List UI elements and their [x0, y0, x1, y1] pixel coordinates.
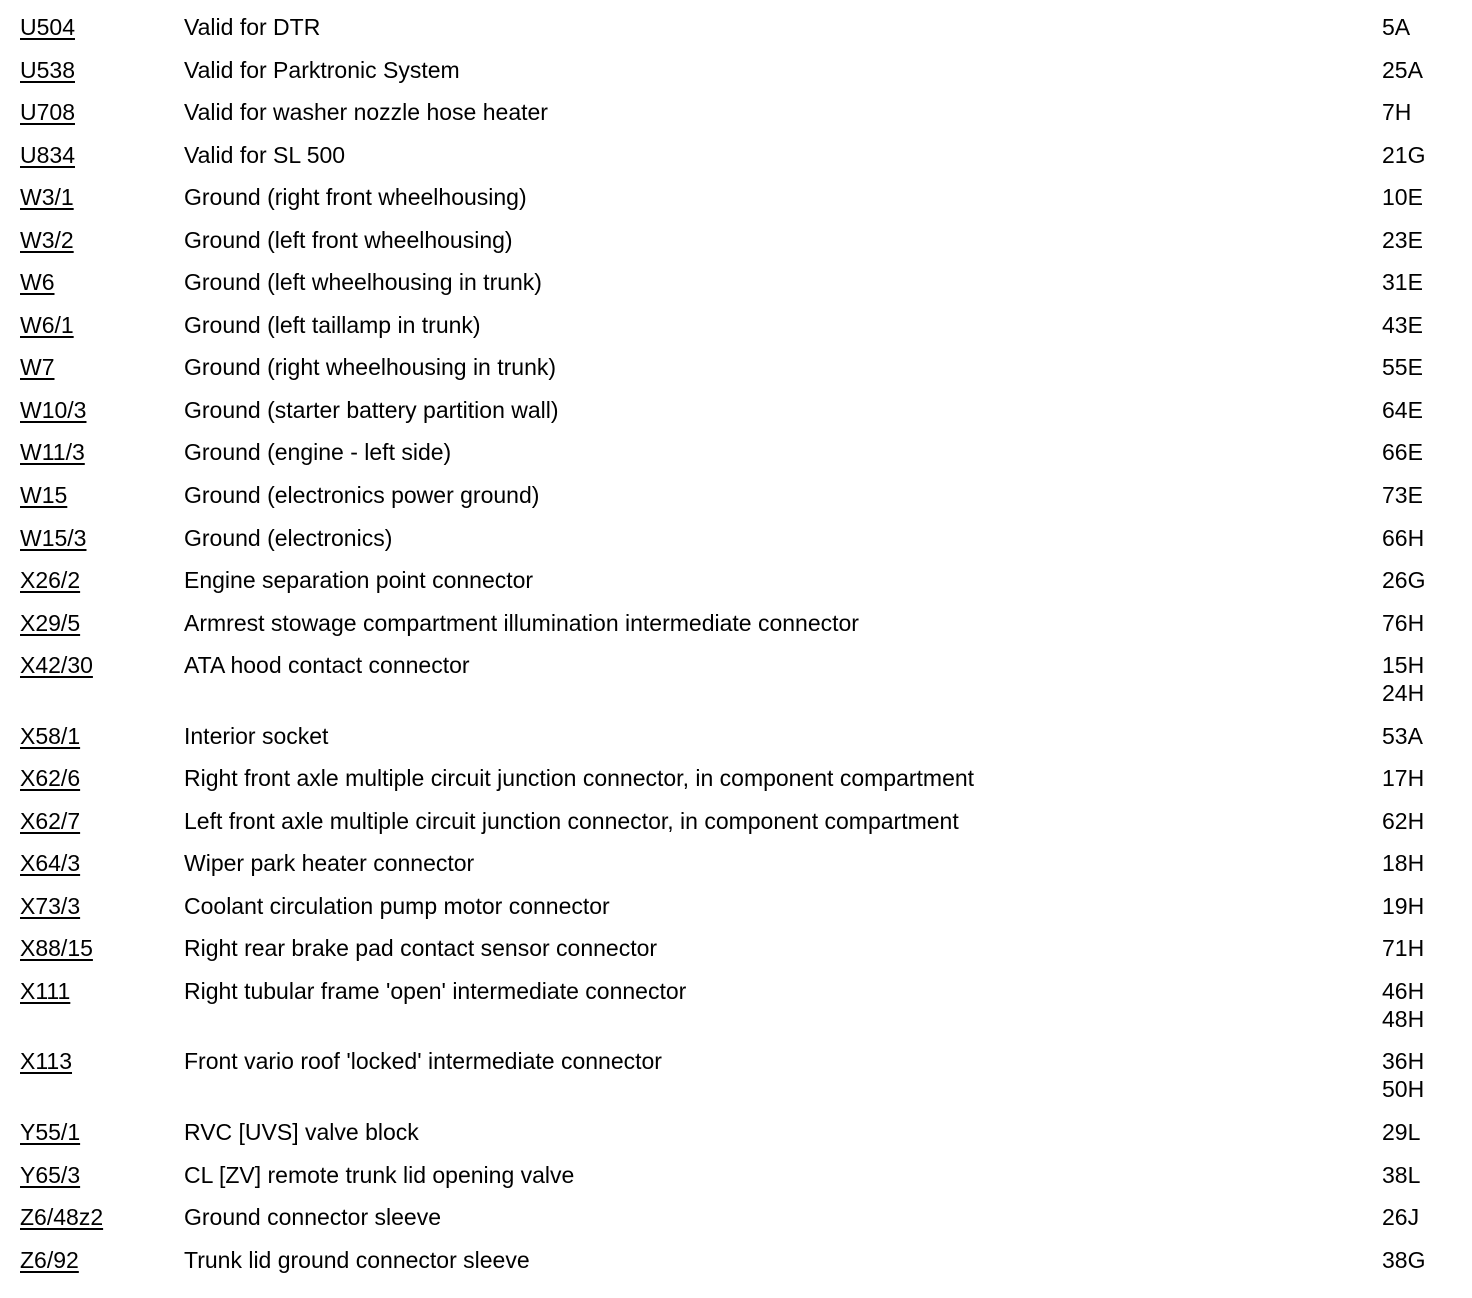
grid-location: 46H [1382, 977, 1425, 1004]
component-description: Ground (right wheelhousing in trunk) [184, 354, 557, 381]
grid-location: 17H [1382, 765, 1425, 792]
grid-locations [1382, 1203, 1419, 1231]
component-description: Ground (left front wheelhousing) [184, 226, 513, 253]
legend-row [20, 1246, 1440, 1289]
grid-locations [1382, 353, 1423, 381]
grid-locations [1382, 524, 1424, 552]
grid-location: 15H [1382, 652, 1425, 679]
grid-locations [1382, 141, 1425, 169]
grid-location: 36H [1382, 1048, 1425, 1075]
component-description: Ground (left wheelhousing in trunk) [184, 269, 542, 296]
grid-locations [1382, 396, 1423, 424]
grid-location: 76H [1382, 609, 1425, 636]
component-description: Left front axle multiple circuit junction connector, in component compartment [184, 807, 959, 834]
component-code-link[interactable]: W3/1 [20, 184, 74, 211]
component-description: Engine separation point connector [184, 567, 534, 594]
legend-row [20, 226, 1440, 269]
grid-locations [1382, 481, 1423, 509]
grid-location: 24H [1382, 680, 1425, 707]
component-description: Valid for SL 500 [184, 141, 346, 168]
component-code-link[interactable]: X113 [20, 1048, 73, 1075]
grid-location: 23E [1382, 226, 1423, 253]
legend-row [20, 183, 1440, 226]
component-code-link[interactable]: W3/2 [20, 226, 74, 253]
grid-locations [1382, 1118, 1420, 1146]
component-description: ATA hood contact connector [184, 652, 470, 679]
grid-location: 5A [1382, 14, 1411, 40]
grid-location: 73E [1382, 482, 1423, 509]
grid-location: 53A [1382, 722, 1423, 749]
component-code-link[interactable]: X62/6 [20, 765, 81, 792]
component-description: Right front axle multiple circuit junction connector, in component compartment [184, 765, 975, 792]
grid-locations [1382, 651, 1424, 707]
component-code-link[interactable]: U708 [20, 99, 75, 126]
component-code-link[interactable]: X58/1 [20, 722, 81, 749]
grid-locations [1382, 1161, 1420, 1189]
component-description: Ground (left taillamp in trunk) [184, 311, 481, 338]
grid-locations [1382, 934, 1424, 962]
grid-locations [1382, 764, 1424, 792]
grid-location: 31E [1382, 269, 1423, 296]
component-code-link[interactable]: X88/15 [20, 935, 93, 962]
grid-locations [1382, 849, 1424, 877]
component-description: Interior socket [184, 722, 329, 749]
component-description: Ground (engine - left side) [184, 439, 452, 466]
legend-row [20, 566, 1440, 609]
legend-row [20, 438, 1440, 481]
legend-row [20, 524, 1440, 567]
grid-location: 55E [1382, 354, 1423, 381]
grid-location: 29L [1382, 1118, 1421, 1145]
component-code-link[interactable]: Y55/1 [20, 1118, 81, 1145]
grid-locations [1382, 13, 1410, 41]
component-code-link[interactable]: W7 [20, 354, 55, 381]
grid-location: 19H [1382, 892, 1425, 919]
grid-locations [1382, 311, 1423, 339]
grid-locations [1382, 977, 1424, 1033]
component-description: Trunk lid ground connector sleeve [184, 1246, 530, 1273]
grid-location: 7H [1382, 99, 1412, 126]
grid-locations [1382, 183, 1423, 211]
grid-location: 62H [1382, 807, 1425, 834]
grid-locations [1382, 566, 1425, 594]
legend-row [20, 934, 1440, 977]
grid-locations [1382, 892, 1424, 920]
component-legend [20, 13, 1440, 1288]
component-description: Front vario roof 'locked' intermediate connector [184, 1048, 662, 1075]
legend-row [20, 481, 1440, 524]
grid-locations [1382, 1246, 1425, 1274]
legend-row [20, 609, 1440, 652]
component-code-link[interactable]: X62/7 [20, 807, 81, 834]
legend-row [20, 722, 1440, 765]
component-description: Valid for DTR [184, 14, 321, 40]
grid-locations [1382, 722, 1423, 750]
legend-row [20, 1161, 1440, 1204]
component-description: Coolant circulation pump motor connector [184, 892, 610, 919]
grid-locations [1382, 438, 1423, 466]
component-description: CL [ZV] remote trunk lid opening valve [184, 1161, 575, 1188]
grid-locations [1382, 226, 1423, 254]
component-description: Valid for Parktronic System [184, 56, 460, 83]
component-code-link[interactable]: X42/30 [20, 652, 93, 679]
component-code-link[interactable]: Z6/92 [20, 1246, 79, 1273]
legend-row [20, 651, 1440, 722]
grid-location: 21G [1382, 141, 1426, 168]
legend-row [20, 764, 1440, 807]
component-code-link[interactable]: W15 [20, 482, 68, 509]
grid-location: 50H [1382, 1076, 1425, 1103]
component-code-link[interactable]: W10/3 [20, 396, 87, 423]
component-code-link[interactable]: X26/2 [20, 567, 81, 594]
component-description: Right tubular frame 'open' intermediate connector [184, 977, 687, 1004]
component-code-link[interactable]: U834 [20, 141, 75, 168]
grid-location: 66H [1382, 524, 1425, 551]
grid-location: 48H [1382, 1005, 1425, 1032]
component-description: Wiper park heater connector [184, 850, 475, 877]
grid-locations [1382, 56, 1423, 84]
component-description: Armrest stowage compartment illumination intermediate connector [184, 609, 859, 636]
grid-location: 66E [1382, 439, 1423, 466]
component-description: Ground (right front wheelhousing) [184, 184, 527, 211]
grid-locations [1382, 609, 1424, 637]
component-code-link[interactable]: U538 [20, 56, 75, 83]
legend-row [20, 268, 1440, 311]
legend-row [20, 807, 1440, 850]
legend-row [20, 311, 1440, 354]
legend-row [20, 141, 1440, 184]
component-description: Right rear brake pad contact sensor connector [184, 935, 658, 962]
grid-location: 38L [1382, 1161, 1421, 1188]
legend-row [20, 849, 1440, 892]
legend-row [20, 977, 1440, 1048]
grid-location: 64E [1382, 396, 1423, 423]
component-description: Ground (electronics power ground) [184, 482, 540, 509]
grid-location: 18H [1382, 850, 1425, 877]
component-code-link[interactable]: U504 [20, 14, 75, 40]
grid-location: 10E [1382, 184, 1423, 211]
component-code-link[interactable]: W11/3 [20, 439, 85, 466]
component-code-link[interactable]: Y65/3 [20, 1161, 81, 1188]
grid-locations [1382, 98, 1411, 126]
component-code-link[interactable]: X111 [20, 977, 71, 1004]
legend-row [20, 1203, 1440, 1246]
legend-row [20, 56, 1440, 99]
component-description: Ground (electronics) [184, 524, 393, 551]
legend-row [20, 396, 1440, 439]
grid-locations [1382, 268, 1423, 296]
component-code-link[interactable]: X73/3 [20, 892, 81, 919]
component-code-link[interactable]: X29/5 [20, 609, 81, 636]
grid-location: 43E [1382, 311, 1423, 338]
legend-row [20, 892, 1440, 935]
component-code-link[interactable]: Z6/48z2 [20, 1204, 104, 1231]
grid-location: 25A [1382, 56, 1423, 83]
legend-row [20, 98, 1440, 141]
component-code-link[interactable]: W15/3 [20, 524, 87, 551]
legend-row [20, 1118, 1440, 1161]
legend-row [20, 353, 1440, 396]
grid-locations [1382, 807, 1424, 835]
grid-location: 38G [1382, 1246, 1426, 1273]
component-description: Ground connector sleeve [184, 1204, 441, 1231]
component-code-link[interactable]: W6 [20, 269, 55, 296]
legend-row [20, 13, 1440, 56]
component-description: Valid for washer nozzle hose heater [184, 99, 548, 126]
grid-location: 71H [1382, 935, 1425, 962]
component-code-link[interactable]: W6/1 [20, 311, 74, 338]
legend-row [20, 1047, 1440, 1118]
grid-locations [1382, 1047, 1424, 1103]
component-description: RVC [UVS] valve block [184, 1118, 419, 1145]
component-description: Ground (starter battery partition wall) [184, 396, 559, 423]
grid-location: 26J [1382, 1204, 1420, 1231]
grid-location: 26G [1382, 567, 1426, 594]
component-code-link[interactable]: X64/3 [20, 850, 81, 877]
